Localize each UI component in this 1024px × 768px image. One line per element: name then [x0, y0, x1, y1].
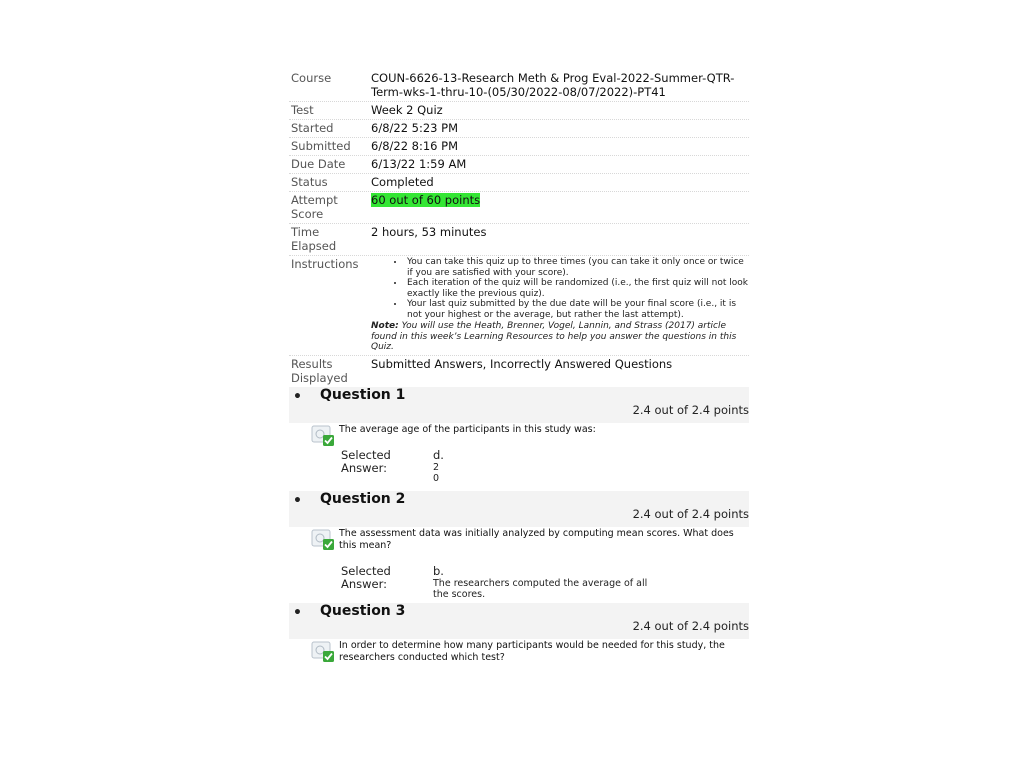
- question-text: The assessment data was initially analyzed by computing mean scores. What does this mean?: [339, 528, 734, 551]
- time-elapsed-row: [289, 224, 749, 256]
- question-2: [289, 491, 749, 601]
- question-header: [289, 387, 749, 423]
- due-date-row: [289, 156, 749, 174]
- submitted-row: [289, 138, 749, 156]
- instructions-content: [371, 257, 749, 353]
- question-3: [289, 603, 749, 663]
- question-header: [289, 603, 749, 639]
- note-prefix: Note:: [371, 321, 399, 331]
- course-value: COUN-6626-13-Research Meth & Prog Eval-2022-Summer-QTR-Term-wks-1-thru-10-(05/30/2022-08/07/2022)-PT41: [371, 71, 735, 99]
- question-points: 2.4 out of 2.4 points: [632, 507, 749, 521]
- time-elapsed-value: 2 hours, 53 minutes: [371, 225, 487, 239]
- selected-answer: [341, 449, 749, 487]
- course-row: [289, 70, 749, 102]
- bullet-icon: •: [293, 493, 302, 509]
- selected-answer: [341, 565, 749, 601]
- results-displayed-label: Results Displayed: [291, 356, 348, 385]
- time-elapsed-label: Time Elapsed: [291, 225, 337, 253]
- answer-text: 2: [433, 462, 440, 473]
- started-label: Started: [291, 121, 334, 135]
- attempt-score-label: Attempt Score: [291, 193, 338, 221]
- question-header: [289, 491, 749, 527]
- course-label: Course: [291, 71, 332, 85]
- results-displayed-value: Submitted Answers, Incorrectly Answered Questions: [371, 356, 673, 371]
- status-row: [289, 174, 749, 192]
- correct-check-icon: [311, 641, 335, 663]
- instruction-item: • Your last quiz submitted by the due date will be your final score (i.e., it is not your highest or the average, but rather the last attempt).: [405, 299, 749, 320]
- question-points: 2.4 out of 2.4 points: [632, 402, 749, 417]
- attempt-score-value: 60 out of 60 points: [371, 193, 481, 207]
- submitted-label: Submitted: [291, 139, 351, 153]
- due-date-label: Due Date: [291, 157, 346, 171]
- answer-letter: d.: [433, 448, 444, 462]
- instructions-row: [289, 256, 749, 356]
- quiz-review-page: [289, 70, 749, 663]
- started-row: [289, 120, 749, 138]
- question-title: Question 1: [320, 386, 406, 403]
- test-row: [289, 102, 749, 120]
- test-value: Week 2 Quiz: [371, 103, 443, 117]
- attempt-score-row: [289, 192, 749, 224]
- submitted-value: 6/8/22 8:16 PM: [371, 139, 459, 153]
- results-displayed-row: [289, 356, 749, 387]
- instruction-item: • You can take this quiz up to three times (you can take it only once or twice if you are satisfied with your score).: [405, 257, 749, 278]
- started-value: 6/8/22 5:23 PM: [371, 121, 459, 135]
- question-title: Question 3: [320, 603, 406, 619]
- answer-text: The researchers computed the average of all: [433, 578, 648, 589]
- bullet-icon: •: [293, 605, 302, 621]
- question-points: 2.4 out of 2.4 points: [632, 619, 749, 633]
- answer-text: the scores.: [433, 589, 486, 600]
- attempt-summary: [289, 70, 749, 387]
- note-text: You will use the Heath, Brenner, Vogel, Lannin, and Strass (2017) article found in this week’s Learning Resources to help you answer the questions in this Quiz.: [371, 321, 737, 352]
- status-value: Completed: [371, 175, 434, 189]
- bullet-icon: •: [293, 388, 302, 405]
- status-label: Status: [291, 175, 328, 189]
- instructions-list: [371, 257, 749, 320]
- question-title: Question 2: [320, 491, 406, 507]
- answer-letter: b.: [433, 564, 444, 578]
- instructions-note: [371, 321, 749, 353]
- correct-check-icon: [311, 425, 335, 447]
- selected-answer-label: Selected Answer:: [341, 564, 391, 591]
- instruction-item: • Each iteration of the quiz will be randomized (i.e., the first quiz will not look exactly like the previous quiz).: [405, 278, 749, 299]
- correct-check-icon: [311, 529, 335, 551]
- answer-text: 0: [433, 473, 440, 484]
- question-text: The average age of the participants in this study was:: [339, 423, 596, 435]
- due-date-value: 6/13/22 1:59 AM: [371, 157, 467, 171]
- question-text: In order to determine how many participants would be needed for this study, the researchers conducted which test?: [339, 640, 725, 663]
- selected-answer-label: Selected Answer:: [341, 448, 391, 475]
- question-1: [289, 387, 749, 488]
- test-label: Test: [291, 103, 314, 117]
- instructions-label: Instructions: [291, 257, 359, 271]
